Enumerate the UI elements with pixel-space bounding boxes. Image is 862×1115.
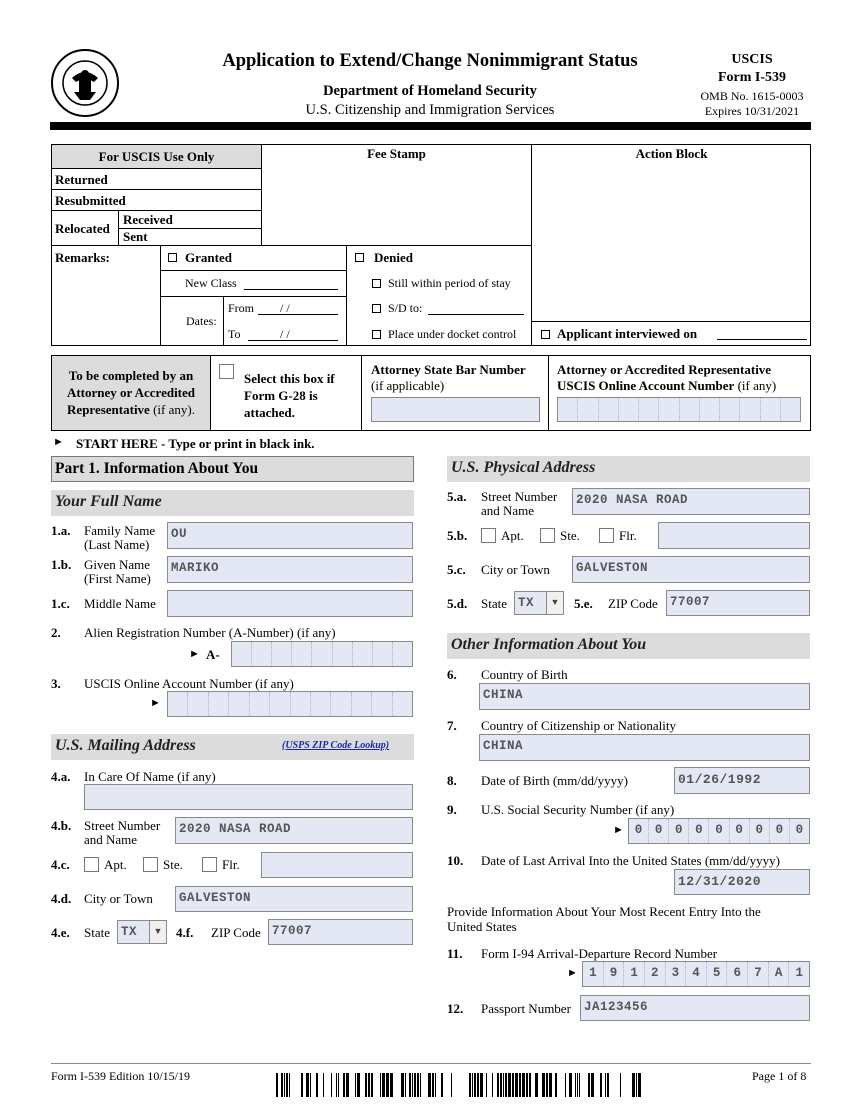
phys-flr-label: Flr.	[619, 528, 637, 543]
from-label: From	[228, 301, 255, 315]
usps-zip-lookup-link[interactable]: (USPS ZIP Code Lookup)	[282, 740, 390, 751]
mail-flr-checkbox[interactable]	[202, 857, 217, 872]
mail-state-number: 4.e.	[51, 925, 70, 940]
attorney-if-any: (if any).	[153, 402, 195, 417]
footer-page-number: Page 1 of 8	[752, 1069, 807, 1083]
bar-number-input[interactable]	[371, 397, 540, 422]
online-account-number: 3.	[51, 676, 61, 691]
arrival-date-input[interactable]: 12/31/2020	[674, 869, 810, 895]
arrow-right-icon: ►	[189, 648, 200, 660]
mail-flr-label: Flr.	[222, 857, 240, 872]
interviewed-checkbox[interactable]	[541, 330, 550, 339]
g28-select-text: Select this box if	[244, 371, 335, 386]
form-title: Application to Extend/Change Nonimmigrant Status	[222, 51, 638, 71]
phys-apt-label: Apt.	[501, 528, 524, 543]
phys-state-label: State	[481, 596, 507, 611]
i94-digit: 6	[727, 962, 748, 986]
attorney-representative	[52, 402, 210, 418]
mail-street-label-2: and Name	[84, 832, 138, 847]
online-account-label: USCIS Online Account Number	[557, 378, 735, 393]
ssn-number: 9.	[447, 802, 457, 817]
mail-zip-number: 4.f.	[176, 925, 194, 940]
given-name-input[interactable]: MARIKO	[167, 556, 413, 583]
phys-street-label-1: Street Number	[481, 489, 558, 504]
mail-city-input[interactable]: GALVESTON	[175, 886, 413, 912]
phys-city-input[interactable]: GALVESTON	[572, 556, 810, 583]
arrow-right-icon: ►	[150, 697, 161, 709]
i94-digit: 1	[583, 962, 604, 986]
phys-city-label: City or Town	[481, 562, 550, 577]
citizenship-label: Country of Citizenship or Nationality	[481, 718, 676, 733]
sd-to-checkbox[interactable]	[372, 304, 381, 313]
dates-label: Dates:	[186, 314, 217, 328]
ssn-digit: 0	[689, 819, 709, 843]
middle-name-number: 1.c.	[51, 596, 70, 611]
relocated-label: Relocated	[55, 221, 110, 236]
online-rep-label: Attorney or Accredited Representative	[557, 362, 772, 377]
ssn-digit: 0	[629, 819, 649, 843]
ssn-digit: 0	[649, 819, 669, 843]
new-class-label: New Class	[185, 276, 237, 290]
other-info-section-title: Other Information About You	[447, 633, 810, 659]
given-name-label-2: (First Name)	[84, 571, 151, 586]
passport-input[interactable]: JA123456	[580, 995, 810, 1021]
mail-state-value: TX	[121, 925, 138, 939]
ssn-digit: 0	[770, 819, 790, 843]
family-name-label-2: (Last Name)	[84, 537, 150, 552]
i94-digit: 2	[645, 962, 666, 986]
i94-input[interactable]	[582, 961, 810, 987]
care-of-label: In Care Of Name (if any)	[84, 769, 216, 784]
mail-ste-checkbox[interactable]	[143, 857, 158, 872]
agency-name: Department of Homeland Security	[323, 83, 537, 99]
citizenship-input[interactable]: CHINA	[479, 734, 810, 761]
i94-digit: A	[769, 962, 790, 986]
remarks-label: Remarks:	[55, 250, 110, 265]
denied-label: Denied	[374, 250, 413, 265]
sd-to-label: S/D to:	[388, 301, 423, 315]
mail-street-number: 4.b.	[51, 818, 72, 833]
i94-label: Form I-94 Arrival-Departure Record Number	[481, 946, 718, 961]
mail-apt-checkbox[interactable]	[84, 857, 99, 872]
middle-name-label: Middle Name	[84, 596, 156, 611]
anumber-prefix: A-	[206, 647, 220, 662]
phys-street-input[interactable]: 2020 NASA ROAD	[572, 488, 810, 515]
phys-ste-label: Ste.	[560, 528, 580, 543]
mail-city-label: City or Town	[84, 891, 153, 906]
to-date-slashes: / /	[280, 327, 290, 341]
dhs-seal-icon	[50, 48, 120, 118]
mail-unit-input[interactable]	[261, 852, 413, 878]
i94-digit: 9	[604, 962, 625, 986]
arrow-right-icon: ►	[53, 436, 64, 448]
omb-number: OMB No. 1615-0003	[700, 89, 804, 103]
still-within-label: Still within period of stay	[388, 276, 511, 290]
ssn-digit: 0	[709, 819, 729, 843]
docket-label: Place under docket control	[388, 327, 517, 341]
start-here-text: START HERE - Type or print in black ink.	[76, 436, 315, 451]
care-of-input[interactable]	[84, 784, 413, 810]
mail-city-number: 4.d.	[51, 891, 72, 906]
part1-title: Part 1. Information About You	[51, 456, 414, 482]
phys-city-number: 5.c.	[447, 562, 466, 577]
given-name-number: 1.b.	[51, 557, 72, 572]
g28-form-text: Form G-28 is	[244, 388, 318, 403]
online-account-label-row	[557, 378, 776, 394]
resubmitted-label: Resubmitted	[55, 193, 126, 208]
i94-digit: 1	[795, 966, 803, 980]
g28-checkbox[interactable]	[219, 364, 234, 379]
recent-entry-text-1: Provide Information About Your Most Recent Entry Into the	[447, 904, 761, 919]
given-name-label-1: Given Name	[84, 557, 151, 572]
barcode-icon	[276, 1073, 646, 1097]
mail-state-label: State	[84, 925, 110, 940]
physical-section-title: U.S. Physical Address	[447, 456, 810, 482]
returned-label: Returned	[55, 172, 108, 187]
mail-street-label-1: Street Number	[84, 818, 161, 833]
recent-entry-text-2: United States	[447, 919, 517, 934]
i94-number: 11.	[447, 946, 463, 961]
received-label: Received	[123, 212, 173, 227]
docket-checkbox[interactable]	[372, 330, 381, 339]
i94-digit: 1	[624, 962, 645, 986]
granted-checkbox[interactable]	[168, 253, 177, 262]
phys-state-select[interactable]	[514, 591, 564, 615]
phys-apt-number: 5.b.	[447, 528, 468, 543]
mail-zip-input[interactable]: 77007	[268, 919, 413, 945]
bar-number-if-applicable: (if applicable)	[371, 378, 445, 393]
ssn-digit: 0	[750, 819, 770, 843]
interviewed-label: Applicant interviewed on	[557, 326, 698, 341]
family-name-number: 1.a.	[51, 523, 71, 538]
arrival-label: Date of Last Arrival Into the United States (mm/dd/yyyy)	[481, 853, 780, 868]
phys-street-label-2: and Name	[481, 503, 535, 518]
care-of-number: 4.a.	[51, 769, 71, 784]
mail-state-select[interactable]	[117, 920, 167, 944]
i94-digit: 4	[686, 962, 707, 986]
arrow-right-icon: ►	[613, 824, 624, 836]
attorney-or-accredited: Attorney or Accredited	[66, 385, 196, 400]
fee-stamp-label: Fee Stamp	[367, 146, 426, 161]
dropdown-arrow-icon[interactable]: ▼	[546, 592, 563, 614]
passport-label: Passport Number	[481, 1001, 571, 1016]
bar-number-label: Attorney State Bar Number	[371, 362, 526, 377]
family-name-input[interactable]: OU	[167, 522, 413, 549]
mail-apt-label: Apt.	[104, 857, 127, 872]
mail-zip-label: ZIP Code	[211, 925, 261, 940]
to-label: To	[228, 327, 241, 341]
online-account-if-any: (if any)	[737, 378, 777, 393]
phys-street-number: 5.a.	[447, 489, 467, 504]
anumber-input[interactable]	[231, 641, 413, 667]
phys-flr-checkbox[interactable]	[599, 528, 614, 543]
use-only-title: For USCIS Use Only	[52, 145, 261, 168]
mailing-section-title: U.S. Mailing Address	[51, 734, 414, 760]
g28-attached-text: attached.	[244, 405, 295, 420]
still-within-checkbox[interactable]	[372, 279, 381, 288]
i94-digit: 5	[707, 962, 728, 986]
i94-digit: 7	[748, 962, 769, 986]
applicant-online-account-input[interactable]	[167, 691, 413, 717]
dropdown-arrow-icon[interactable]: ▼	[149, 921, 166, 943]
phys-apt-checkbox[interactable]	[481, 528, 496, 543]
passport-number-label-num: 12.	[447, 1001, 464, 1016]
attorney-completed-by: To be completed by an	[68, 368, 194, 383]
header-divider	[50, 122, 811, 130]
denied-checkbox[interactable]	[355, 253, 364, 262]
dob-input[interactable]: 01/26/1992	[674, 767, 810, 794]
dob-label: Date of Birth (mm/dd/yyyy)	[481, 773, 628, 788]
phys-state-number: 5.d.	[447, 596, 468, 611]
granted-label: Granted	[185, 250, 232, 265]
phys-unit-input[interactable]	[658, 522, 810, 549]
arrival-number: 10.	[447, 853, 464, 868]
from-date-slashes: / /	[280, 301, 290, 315]
phys-ste-checkbox[interactable]	[540, 528, 555, 543]
mail-ste-label: Ste.	[163, 857, 183, 872]
ssn-digit: 0	[669, 819, 689, 843]
footer-edition: Form I-539 Edition 10/15/19	[51, 1069, 190, 1083]
ssn-input[interactable]	[628, 818, 810, 844]
birth-country-label: Country of Birth	[481, 667, 568, 682]
citizenship-number: 7.	[447, 718, 457, 733]
i94-digit: 3	[666, 962, 687, 986]
birth-country-input[interactable]: CHINA	[479, 683, 810, 710]
ssn-digit: 0	[795, 823, 804, 837]
middle-name-input[interactable]	[167, 590, 413, 617]
phys-zip-number: 5.e.	[574, 596, 593, 611]
sub-agency-name: U.S. Citizenship and Immigration Services	[305, 102, 555, 118]
ssn-digit: 0	[730, 819, 750, 843]
birth-country-number: 6.	[447, 667, 457, 682]
full-name-section-title: Your Full Name	[51, 490, 414, 516]
action-block-label: Action Block	[635, 146, 708, 161]
expiration-date: Expires 10/31/2021	[704, 104, 800, 118]
phys-zip-input[interactable]: 77007	[666, 590, 810, 616]
uscis-label: USCIS	[731, 52, 773, 67]
anumber-label: Alien Registration Number (A-Number) (if any)	[84, 625, 336, 640]
form-number: Form I-539	[717, 70, 787, 85]
rep-online-account-input[interactable]	[557, 397, 801, 422]
mail-street-input[interactable]: 2020 NASA ROAD	[175, 817, 413, 844]
phys-zip-label: ZIP Code	[608, 596, 658, 611]
mail-apt-number: 4.c.	[51, 857, 70, 872]
sent-label: Sent	[123, 229, 148, 244]
ssn-label: U.S. Social Security Number (if any)	[481, 802, 675, 817]
online-account-label: USCIS Online Account Number (if any)	[84, 676, 294, 691]
attorney-representative-word: Representative	[67, 402, 150, 417]
dob-number: 8.	[447, 773, 457, 788]
arrow-right-icon: ►	[567, 967, 578, 979]
anumber-number: 2.	[51, 625, 61, 640]
phys-state-value: TX	[518, 596, 535, 610]
family-name-label-1: Family Name	[84, 523, 156, 538]
